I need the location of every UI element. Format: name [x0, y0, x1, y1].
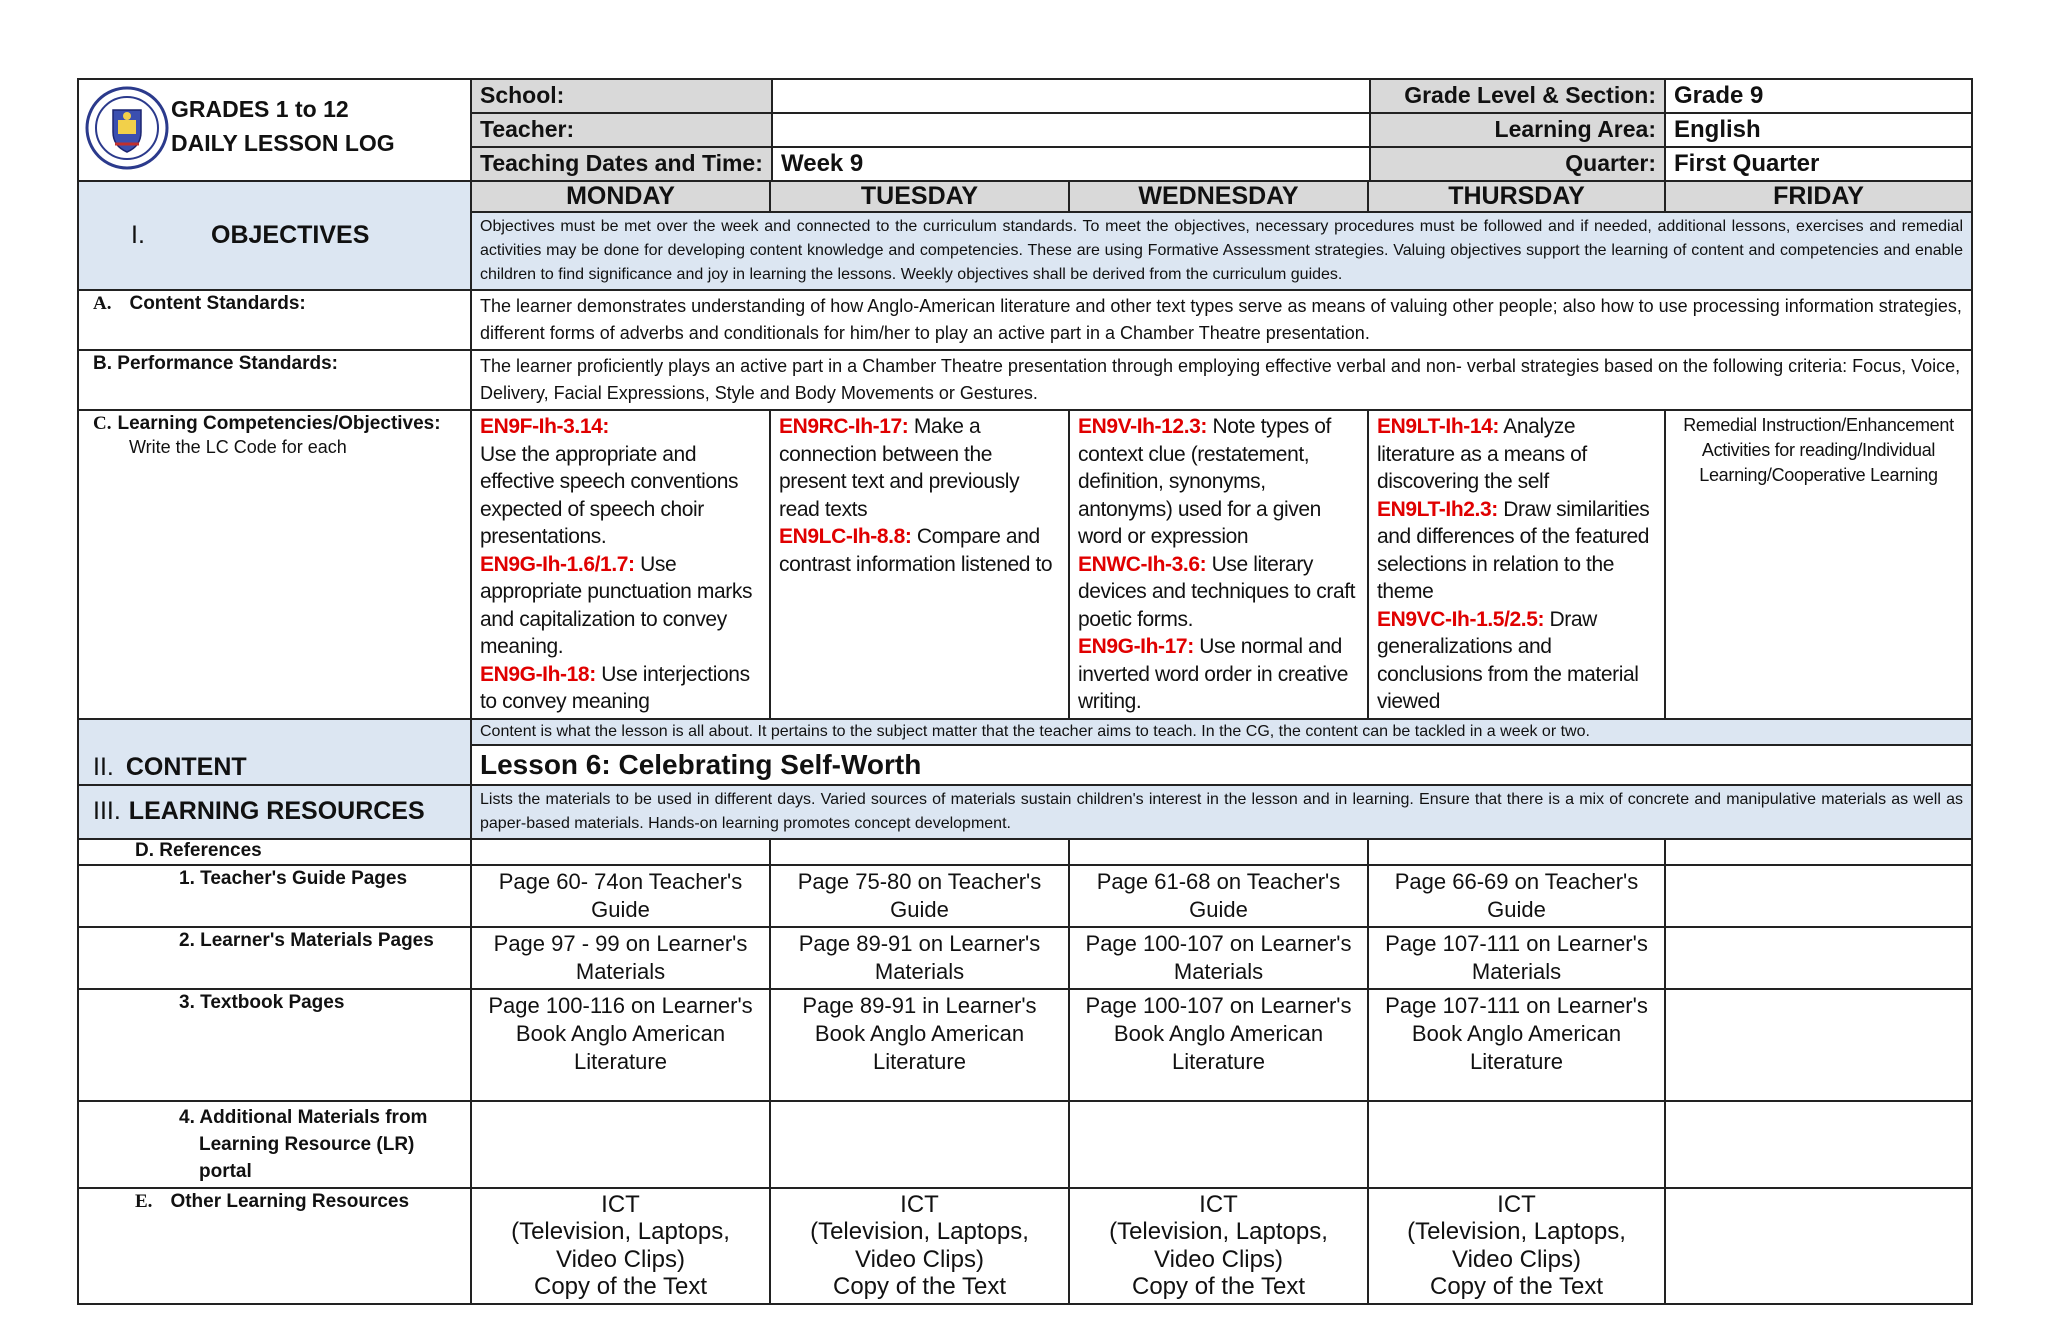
- quarter-value: First Quarter: [1665, 147, 1972, 181]
- ict-line: Video Clips): [855, 1245, 984, 1273]
- textbook-label: 3. Textbook Pages: [179, 991, 345, 1013]
- tg-monday: Page 60- 74on Teacher's Guide: [471, 865, 770, 927]
- additional-materials-label-2: Learning Resource (LR) portal: [199, 1133, 415, 1182]
- lc-code: EN9LT-Ih-14:: [1377, 415, 1499, 438]
- ict-line: Copy of the Text: [1132, 1273, 1305, 1300]
- lm-wednesday: Page 100-107 on Learner's Materials: [1069, 927, 1368, 989]
- ict-line: (Television, Laptops,: [1109, 1218, 1328, 1245]
- lc-text: Draw generalizations and conclusions from the material viewed: [1377, 607, 1639, 713]
- lm-tuesday: Page 89-91 on Learner's Materials: [770, 927, 1069, 989]
- lc-text: Use literary devices and techniques to craft poetic forms.: [1078, 552, 1356, 631]
- dates-value: Week 9: [772, 147, 1370, 181]
- ict-line: (Television, Laptops,: [810, 1218, 1029, 1245]
- lc-text: Analyze literature as a means of discovering the self: [1377, 415, 1587, 493]
- school-value: [772, 79, 1370, 113]
- ict-monday: [471, 1188, 770, 1304]
- competencies-friday: Remedial Instruction/Enhancement Activities for reading/Individual Learning/Cooperative Learning: [1665, 410, 1972, 719]
- ict-line: Video Clips): [556, 1245, 685, 1273]
- header-title-cell: [78, 79, 471, 181]
- ict-line: ICT: [1199, 1190, 1238, 1218]
- lc-text: Draw similarities and differences of the featured selections in relation to the theme: [1377, 497, 1650, 603]
- lc-code: EN9RC-Ih-17:: [779, 415, 909, 438]
- tb-thursday: Page 107-111 on Learner's Book Anglo American Literature: [1368, 989, 1665, 1101]
- references-label-cell: [78, 839, 471, 865]
- ict-line: Copy of the Text: [1430, 1273, 1603, 1300]
- other-resources-letter: E.: [135, 1190, 153, 1212]
- performance-standards-label-cell: [78, 350, 471, 410]
- lc-text: Use appropriate punctuation marks and capitalization to convey meaning.: [480, 552, 753, 658]
- lm-thursday: Page 107-111 on Learner's Materials: [1368, 927, 1665, 989]
- resources-heading: [78, 785, 471, 839]
- tg-friday: [1665, 865, 1972, 927]
- content-standards-letter: A.: [93, 293, 112, 314]
- lc-text: Use interjections to convey meaning: [480, 662, 750, 713]
- ict-wednesday: [1069, 1188, 1368, 1304]
- ict-line: (Television, Laptops,: [511, 1218, 730, 1245]
- lc-code: EN9LC-Ih-8.8:: [779, 525, 912, 548]
- competencies-label: Learning Competencies/Objectives:: [117, 413, 441, 434]
- title-line-1: GRADES 1 to 12: [171, 96, 349, 122]
- competencies-sublabel: Write the LC Code for each: [129, 437, 347, 457]
- additional-materials-label-cell: [78, 1101, 471, 1188]
- additional-materials-label-1: 4. Additional Materials from: [179, 1106, 428, 1128]
- competencies-letter: C.: [93, 413, 112, 434]
- teacher-value: [772, 113, 1370, 147]
- objectives-number: I.: [131, 221, 145, 249]
- competencies-wednesday: [1069, 410, 1368, 719]
- content-standards-text: The learner demonstrates understanding of how Anglo-American literature and other text types serve as means of valuing other people; also how to use processing information strategies, different forms of adverbs and conditionals for him/her to play an active part in a Chamber Theatre presentation.: [471, 290, 1972, 350]
- ict-friday: [1665, 1188, 1972, 1304]
- ict-line: ICT: [1497, 1190, 1536, 1218]
- tg-wednesday: Page 61-68 on Teacher's Guide: [1069, 865, 1368, 927]
- learners-materials-label: 2. Learner's Materials Pages: [179, 929, 434, 951]
- grade-label: Grade Level & Section:: [1370, 79, 1665, 113]
- dates-label: Teaching Dates and Time:: [471, 147, 772, 181]
- school-label: School:: [471, 79, 772, 113]
- content-number: II.: [93, 752, 114, 781]
- references-label: D. References: [135, 839, 262, 861]
- daily-lesson-log: [77, 78, 1971, 1305]
- lesson-title: Lesson 6: Celebrating Self-Worth: [471, 745, 1972, 785]
- tb-friday: [1665, 989, 1972, 1101]
- performance-standards-text: The learner proficiently plays an active part in a Chamber Theatre presentation through employing effective verbal and non- verbal strategies based on the following criteria: Focus, Voice, Delivery, Facial Expressions, Style and Body Movements or Gestures.: [471, 350, 1972, 410]
- objectives-heading: [78, 181, 471, 290]
- deped-seal-icon: [85, 86, 169, 170]
- objectives-label: OBJECTIVES: [211, 221, 370, 249]
- lm-monday: Page 97 - 99 on Learner's Materials: [471, 927, 770, 989]
- ict-line: Copy of the Text: [534, 1273, 707, 1300]
- content-standards-label-cell: [78, 290, 471, 350]
- resources-note: Lists the materials to be used in different days. Varied sources of materials sustain children's interest in the lesson and in learning. Ensure that there is a mix of concrete and manipulative materials as well as paper-based materials. Hands-on learning promotes concept development.: [471, 785, 1972, 839]
- lc-code: EN9LT-Ih2.3:: [1377, 497, 1498, 521]
- competencies-tuesday: [770, 410, 1069, 719]
- resources-label: LEARNING RESOURCES: [128, 797, 425, 825]
- header-title: [171, 92, 395, 160]
- resources-number: III.: [93, 797, 121, 825]
- content-heading: [78, 719, 471, 785]
- lc-code: ENWC-Ih-3.6:: [1078, 552, 1207, 576]
- day-header-monday: MONDAY: [471, 181, 770, 212]
- tg-thursday: Page 66-69 on Teacher's Guide: [1368, 865, 1665, 927]
- tg-tuesday: Page 75-80 on Teacher's Guide: [770, 865, 1069, 927]
- lc-text: Use normal and inverted word order in creative writing.: [1078, 635, 1349, 713]
- lc-code: EN9G-Ih-17:: [1078, 635, 1194, 658]
- competencies-label-cell: [78, 410, 471, 719]
- teachers-guide-label-cell: [78, 865, 471, 927]
- lc-code: EN9VC-Ih-1.5/2.5:: [1377, 607, 1545, 631]
- tb-monday: Page 100-116 on Learner's Book Anglo American Literature: [471, 989, 770, 1101]
- lc-text: Make a connection between the present text and previously read texts: [779, 415, 1020, 521]
- ict-line: Video Clips): [1154, 1245, 1283, 1273]
- performance-standards-label: B. Performance Standards:: [93, 353, 338, 374]
- lc-code: EN9V-Ih-12.3:: [1078, 415, 1208, 438]
- learning-area-value: English: [1665, 113, 1972, 147]
- ict-line: ICT: [601, 1190, 640, 1218]
- ict-tuesday: [770, 1188, 1069, 1304]
- other-resources-label-cell: [78, 1188, 471, 1304]
- teachers-guide-label: 1. Teacher's Guide Pages: [179, 867, 408, 889]
- ict-thursday: [1368, 1188, 1665, 1304]
- content-note: Content is what the lesson is all about. It pertains to the subject matter that the teacher aims to teach. In the CG, the content can be tackled in a week or two.: [471, 719, 1972, 745]
- learning-area-label: Learning Area:: [1370, 113, 1665, 147]
- content-standards-label: Content Standards:: [129, 293, 306, 314]
- ict-line: (Television, Laptops,: [1407, 1218, 1626, 1245]
- grade-value: Grade 9: [1665, 79, 1972, 113]
- quarter-label: Quarter:: [1370, 147, 1665, 181]
- content-label: CONTENT: [125, 752, 247, 781]
- learners-materials-label-cell: [78, 927, 471, 989]
- lc-text: Use the appropriate and effective speech conventions expected of speech choir presentations.: [480, 442, 739, 548]
- lc-code: EN9G-Ih-18:: [480, 662, 596, 686]
- ict-line: Video Clips): [1452, 1245, 1581, 1273]
- day-header-wednesday: WEDNESDAY: [1069, 181, 1368, 212]
- lc-code: EN9F-Ih-3.14:: [480, 415, 609, 438]
- lc-text: Compare and contrast information listened to: [779, 525, 1053, 576]
- ict-line: Copy of the Text: [833, 1273, 1006, 1300]
- competencies-monday: [471, 410, 770, 719]
- teacher-label: Teacher:: [471, 113, 772, 147]
- textbook-label-cell: [78, 989, 471, 1101]
- lc-text: Note types of context clue (restatement, definition, synonyms, antonyms) used for a given word or expression: [1078, 415, 1331, 548]
- competencies-thursday: [1368, 410, 1665, 719]
- lesson-log-table: [77, 78, 1973, 1305]
- day-header-friday: FRIDAY: [1665, 181, 1972, 212]
- title-line-2: DAILY LESSON LOG: [171, 130, 395, 156]
- day-header-tuesday: TUESDAY: [770, 181, 1069, 212]
- day-header-thursday: THURSDAY: [1368, 181, 1665, 212]
- lm-friday: [1665, 927, 1972, 989]
- lc-code: EN9G-Ih-1.6/1.7:: [480, 552, 635, 576]
- tb-wednesday: Page 100-107 on Learner's Book Anglo American Literature: [1069, 989, 1368, 1101]
- ict-line: ICT: [900, 1190, 939, 1218]
- objectives-note: Objectives must be met over the week and connected to the curriculum standards. To meet the objectives, necessary procedures must be followed and if needed, additional lessons, exercises and remedial activities may be done for developing content knowledge and competencies. These are using Formative Assessment strategies. Valuing objectives support the learning of content and competencies and enable children to find significance and joy in learning the lessons. Weekly objectives shall be derived from the curriculum guides.: [471, 212, 1972, 290]
- tb-tuesday: Page 89-91 in Learner's Book Anglo American Literature: [770, 989, 1069, 1101]
- other-resources-label: Other Learning Resources: [170, 1190, 410, 1212]
